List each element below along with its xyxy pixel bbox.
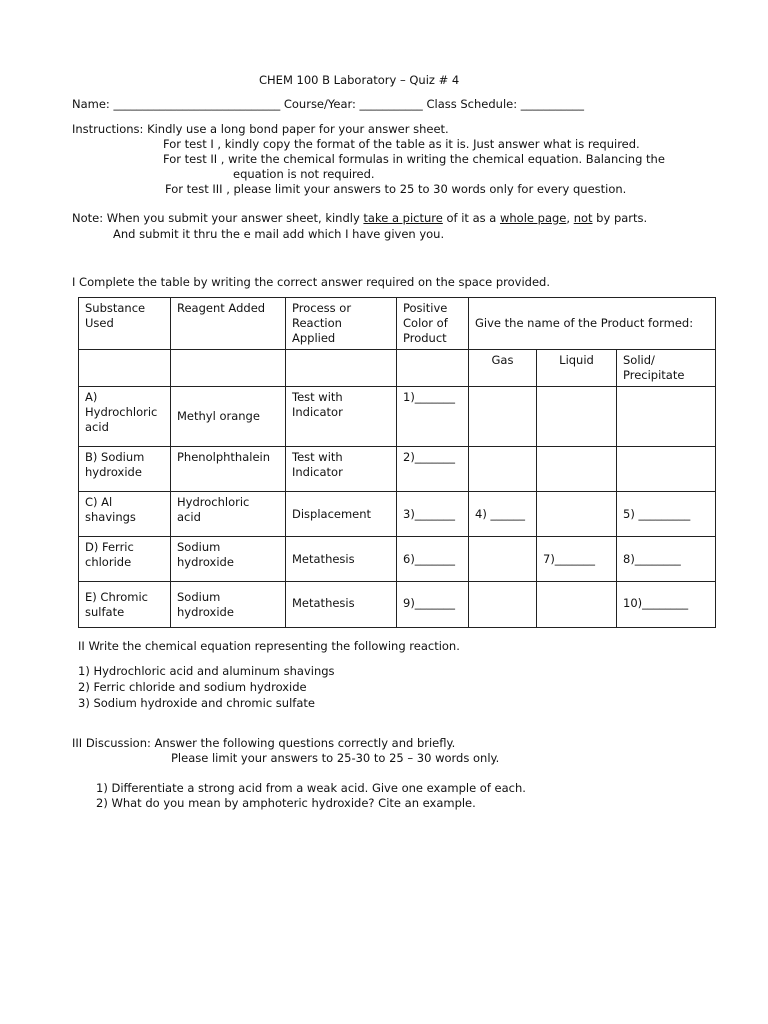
cell-gas <box>469 387 537 447</box>
cell-liquid: 7)_______ <box>537 537 617 582</box>
cell-gas <box>469 537 537 582</box>
header-color: Positive Color of Product <box>397 298 469 350</box>
table-row <box>79 582 716 628</box>
part2-item: 2) Ferric chloride and sodium hydroxide <box>78 680 307 694</box>
table-row <box>79 387 716 447</box>
part3-item: 2) What do you mean by amphoteric hydroxide? Cite an example. <box>96 796 476 810</box>
cell-liquid <box>537 447 617 492</box>
cell-substance: B) Sodium hydroxide <box>79 447 171 492</box>
part2-item: 1) Hydrochloric acid and aluminum shavings <box>78 664 335 678</box>
header-reagent: Reagent Added <box>171 298 286 350</box>
cell-color: 3)_______ <box>397 492 469 537</box>
cell-process: Metathesis <box>286 582 397 628</box>
cell-process: Test with Indicator <box>286 387 397 447</box>
note-not: not <box>573 211 593 225</box>
cell-process: Displacement <box>286 492 397 537</box>
cell-gas: 4) ______ <box>469 492 537 537</box>
part1-heading: I Complete the table by writing the correct answer required on the space provided. <box>72 275 550 289</box>
table-row <box>79 447 716 492</box>
header-blank <box>79 350 171 387</box>
submission-note <box>72 211 647 226</box>
header-gas: Gas <box>469 350 537 387</box>
cell-color: 2)_______ <box>397 447 469 492</box>
note-text: of it as a <box>442 211 500 225</box>
instructions-test1: For test I , kindly copy the format of the table as it is. Just answer what is required. <box>163 137 640 151</box>
cell-solid: 5) _________ <box>617 492 716 537</box>
cell-liquid <box>537 387 617 447</box>
cell-gas <box>469 582 537 628</box>
header-blank <box>397 350 469 387</box>
instructions-lead: Instructions: Kindly use a long bond paper for your answer sheet. <box>72 122 449 136</box>
cell-reagent: Sodium hydroxide <box>171 537 286 582</box>
cell-liquid <box>537 582 617 628</box>
cell-color: 9)_______ <box>397 582 469 628</box>
cell-color: 6)_______ <box>397 537 469 582</box>
quiz-title: CHEM 100 B Laboratory – Quiz # 4 <box>259 73 460 87</box>
cell-reagent: Sodium hydroxide <box>171 582 286 628</box>
header-solid: Solid/ Precipitate <box>617 350 716 387</box>
header-product: Give the name of the Product formed: <box>469 298 716 350</box>
cell-solid <box>617 387 716 447</box>
table-row <box>79 492 716 537</box>
header-substance: Substance Used <box>79 298 171 350</box>
note-take-picture: take a picture <box>363 211 443 225</box>
cell-process: Test with Indicator <box>286 447 397 492</box>
table-row <box>79 537 716 582</box>
cell-substance: C) Al shavings <box>79 492 171 537</box>
note-text: Note: When you submit your answer sheet, kindly <box>72 211 364 225</box>
cell-solid <box>617 447 716 492</box>
note-text: by parts. <box>592 211 648 225</box>
cell-reagent: Hydrochloric acid <box>171 492 286 537</box>
cell-color: 1)_______ <box>397 387 469 447</box>
part2-heading: II Write the chemical equation representing the following reaction. <box>78 639 460 653</box>
cell-reagent: Methyl orange <box>171 387 286 447</box>
submission-note-line2: And submit it thru the e mail add which I have given you. <box>113 227 445 241</box>
cell-gas <box>469 447 537 492</box>
header-blank <box>171 350 286 387</box>
part3-subheading: Please limit your answers to 25-30 to 25 – 30 words only. <box>171 751 500 765</box>
header-liquid: Liquid <box>537 350 617 387</box>
cell-substance: E) Chromic sulfate <box>79 582 171 628</box>
part2-item: 3) Sodium hydroxide and chromic sulfate <box>78 696 315 710</box>
header-blank <box>286 350 397 387</box>
instructions-test2: For test II , write the chemical formulas in writing the chemical equation. Balancing the <box>163 152 665 166</box>
note-text: , <box>566 211 574 225</box>
cell-solid: 10)________ <box>617 582 716 628</box>
cell-substance: A) Hydrochloric acid <box>79 387 171 447</box>
answer-table <box>78 297 716 628</box>
header-process: Process or Reaction Applied <box>286 298 397 350</box>
instructions-test2-cont: equation is not required. <box>233 167 375 181</box>
cell-substance: D) Ferric chloride <box>79 537 171 582</box>
instructions-test3: For test III , please limit your answers to 25 to 30 words only for every question. <box>165 182 627 196</box>
note-whole-page: whole page <box>499 211 567 225</box>
part3-heading: III Discussion: Answer the following questions correctly and briefly. <box>72 736 456 750</box>
cell-process: Metathesis <box>286 537 397 582</box>
cell-solid: 8)________ <box>617 537 716 582</box>
part3-item: 1) Differentiate a strong acid from a weak acid. Give one example of each. <box>96 781 526 795</box>
student-info-line: Name: _____________________________ Course/Year: ___________ Class Schedule: ___________ <box>72 97 585 111</box>
cell-reagent: Phenolphthalein <box>171 447 286 492</box>
cell-liquid <box>537 492 617 537</box>
